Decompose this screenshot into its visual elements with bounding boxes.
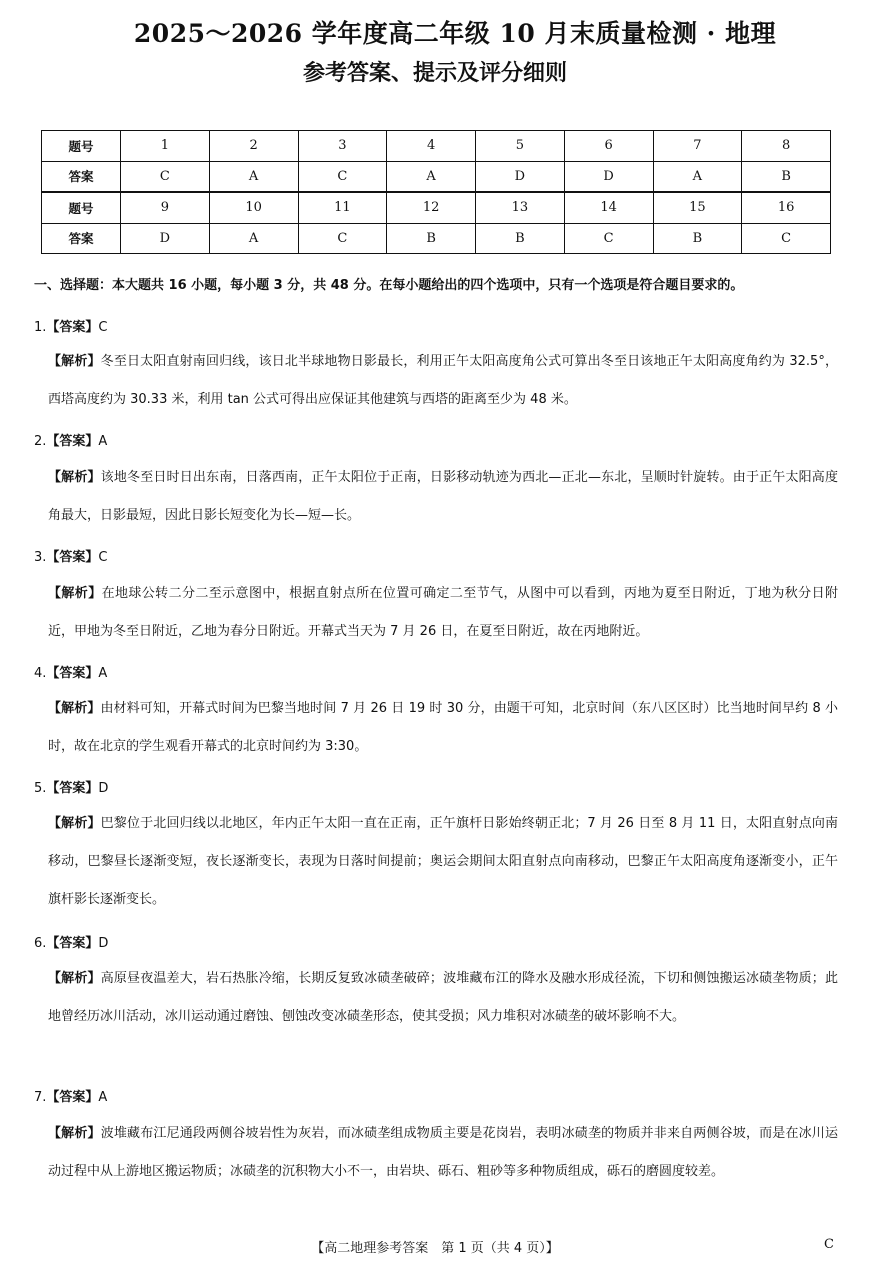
item-number: 5.	[34, 781, 47, 796]
table-cell: D	[476, 161, 565, 192]
answer-tag: 【答案】	[46, 666, 99, 681]
answer-tag: 【答案】	[46, 434, 99, 449]
analysis-paragraph	[48, 960, 838, 1036]
analysis-paragraph	[48, 575, 838, 651]
number-label: 题号	[42, 192, 121, 223]
table-cell: B	[387, 223, 476, 254]
table-cell: 2	[209, 131, 298, 162]
table-cell: A	[209, 223, 298, 254]
table-row	[42, 161, 831, 192]
table-cell: 3	[298, 131, 387, 162]
table-cell: 11	[298, 192, 387, 223]
table-cell: 10	[209, 192, 298, 223]
analysis-tag: 【解析】	[48, 1126, 101, 1141]
answer-line	[34, 932, 108, 951]
table-cell: B	[653, 223, 742, 254]
table-cell: B	[742, 161, 831, 192]
number-label: 题号	[42, 131, 121, 162]
table-cell: 7	[653, 131, 742, 162]
answer-tag: 【答案】	[46, 1090, 99, 1105]
table-cell: C	[564, 223, 653, 254]
table-cell: 9	[121, 192, 210, 223]
footer-code: C	[824, 1237, 834, 1252]
analysis-tag: 【解析】	[48, 816, 101, 831]
item-number: 1.	[34, 320, 47, 335]
analysis-tag: 【解析】	[48, 470, 101, 485]
table-cell: 15	[653, 192, 742, 223]
answer-tag: 【答案】	[46, 550, 99, 565]
item-number: 7.	[34, 1090, 47, 1105]
answer-value: D	[98, 936, 109, 951]
analysis-text: 该地冬至日时日出东南，日落西南，正午太阳位于正南，日影移动轨迹为西北—正北—东北，呈顺时针旋转。由于正午太阳高度角最大，日影最短，因此日影长短变化为长—短—长。	[48, 470, 838, 523]
table-cell: D	[564, 161, 653, 192]
analysis-text: 在地球公转二分二至示意图中，根据直射点所在位置可确定二至节气，从图中可以看到，丙地为夏至日附近，丁地为秋分日附近，甲地为冬至日附近，乙地为春分日附近。开幕式当天为 7 月 26 日，在夏至日附近，故在丙地附近。	[48, 586, 838, 639]
answer-label: 答案	[42, 223, 121, 254]
item-number: 6.	[34, 936, 47, 951]
analysis-paragraph	[48, 690, 838, 766]
analysis-text: 波堆藏布江尼通段两侧谷坡岩性为灰岩，而冰碛垄组成物质主要是花岗岩，表明冰碛垄的物质并非来自两侧谷坡，而是在冰川运动过程中从上游地区搬运物质；冰碛垄的沉积物大小不一，由岩块、砾石、粗砂等多种物质组成，砾石的磨圆度较差。	[48, 1126, 838, 1179]
answer-line	[34, 546, 108, 565]
analysis-text: 巴黎位于北回归线以北地区，年内正午太阳一直在正南，正午旗杆日影始终朝正北；7 月 26 日至 8 月 11 日，太阳直射点向南移动，巴黎昼长逐渐变短，夜长逐渐变长，表现为日落时间提前；奥运会期间太阳直射点向南移动，巴黎正午太阳高度角逐渐变小，正午旗杆影长逐渐变长。	[48, 816, 838, 907]
page-footer: 【高二地理参考答案 第 1 页（共 4 页）】	[311, 1241, 559, 1256]
table-cell: B	[476, 223, 565, 254]
table-cell: D	[121, 223, 210, 254]
table-cell: 16	[742, 192, 831, 223]
section-heading: 一、选择题：本大题共 16 小题，每小题 3 分，共 48 分。在每小题给出的四个选项中，只有一个选项是符合题目要求的。	[34, 278, 744, 293]
table-cell: A	[653, 161, 742, 192]
analysis-paragraph	[48, 1115, 838, 1191]
answer-value: C	[98, 320, 108, 335]
table-cell: A	[209, 161, 298, 192]
table-cell: 12	[387, 192, 476, 223]
analysis-paragraph	[48, 459, 838, 535]
analysis-text: 由材料可知，开幕式时间为巴黎当地时间 7 月 26 日 19 时 30 分，由题干可知，北京时间（东八区区时）比当地时间早约 8 小时，故在北京的学生观看开幕式的北京时间约为 3:30。	[48, 701, 838, 754]
table-cell: C	[742, 223, 831, 254]
analysis-paragraph	[48, 805, 838, 919]
item-number: 4.	[34, 666, 47, 681]
analysis-tag: 【解析】	[48, 971, 101, 986]
table-cell: 8	[742, 131, 831, 162]
answer-tag: 【答案】	[46, 781, 99, 796]
table-cell: 5	[476, 131, 565, 162]
answer-table	[41, 130, 831, 254]
table-cell: 13	[476, 192, 565, 223]
answer-line	[34, 430, 107, 449]
answer-tag: 【答案】	[46, 320, 99, 335]
table-row	[42, 223, 831, 254]
item-number: 3.	[34, 550, 47, 565]
analysis-text: 冬至日太阳直射南回归线，该日北半球地物日影最长，利用正午太阳高度角公式可算出冬至日该地正午太阳高度角约为 32.5°，西塔高度约为 30.33 米，利用 tan 公式可得出应保证其他建筑与西塔的距离至少为 48 米。	[48, 354, 838, 407]
table-row	[42, 192, 831, 223]
analysis-paragraph	[48, 343, 838, 419]
table-cell: C	[121, 161, 210, 192]
table-cell: C	[298, 223, 387, 254]
table-cell: 14	[564, 192, 653, 223]
table-cell: 4	[387, 131, 476, 162]
page-subtitle: 参考答案、提示及评分细则	[302, 61, 567, 86]
answer-value: C	[98, 550, 108, 565]
answer-line	[34, 1086, 107, 1105]
table-cell: 1	[121, 131, 210, 162]
analysis-tag: 【解析】	[48, 586, 102, 601]
item-number: 2.	[34, 434, 47, 449]
analysis-text: 高原昼夜温差大，岩石热胀冷缩，长期反复致冰碛垄破碎；波堆藏布江的降水及融水形成径流，下切和侧蚀搬运冰碛垄物质；此地曾经历冰川活动，冰川运动通过磨蚀、刨蚀改变冰碛垄形态，使其受损；风力堆积对冰碛垄的破坏影响不大。	[48, 971, 838, 1024]
table-cell: A	[387, 161, 476, 192]
table-row	[42, 131, 831, 162]
answer-value: A	[98, 434, 108, 449]
answer-line	[34, 662, 107, 681]
analysis-tag: 【解析】	[48, 701, 101, 716]
answer-tag: 【答案】	[46, 936, 99, 951]
table-cell: C	[298, 161, 387, 192]
answer-label: 答案	[42, 161, 121, 192]
answer-value: D	[98, 781, 109, 796]
analysis-tag: 【解析】	[48, 354, 101, 369]
answer-value: A	[98, 1090, 108, 1105]
page-title: 2025～2026 学年度高二年级 10 月末质量检测 · 地理	[133, 19, 777, 48]
answer-value: A	[98, 666, 108, 681]
answer-line	[34, 316, 108, 335]
answer-line	[34, 777, 108, 796]
table-cell: 6	[564, 131, 653, 162]
